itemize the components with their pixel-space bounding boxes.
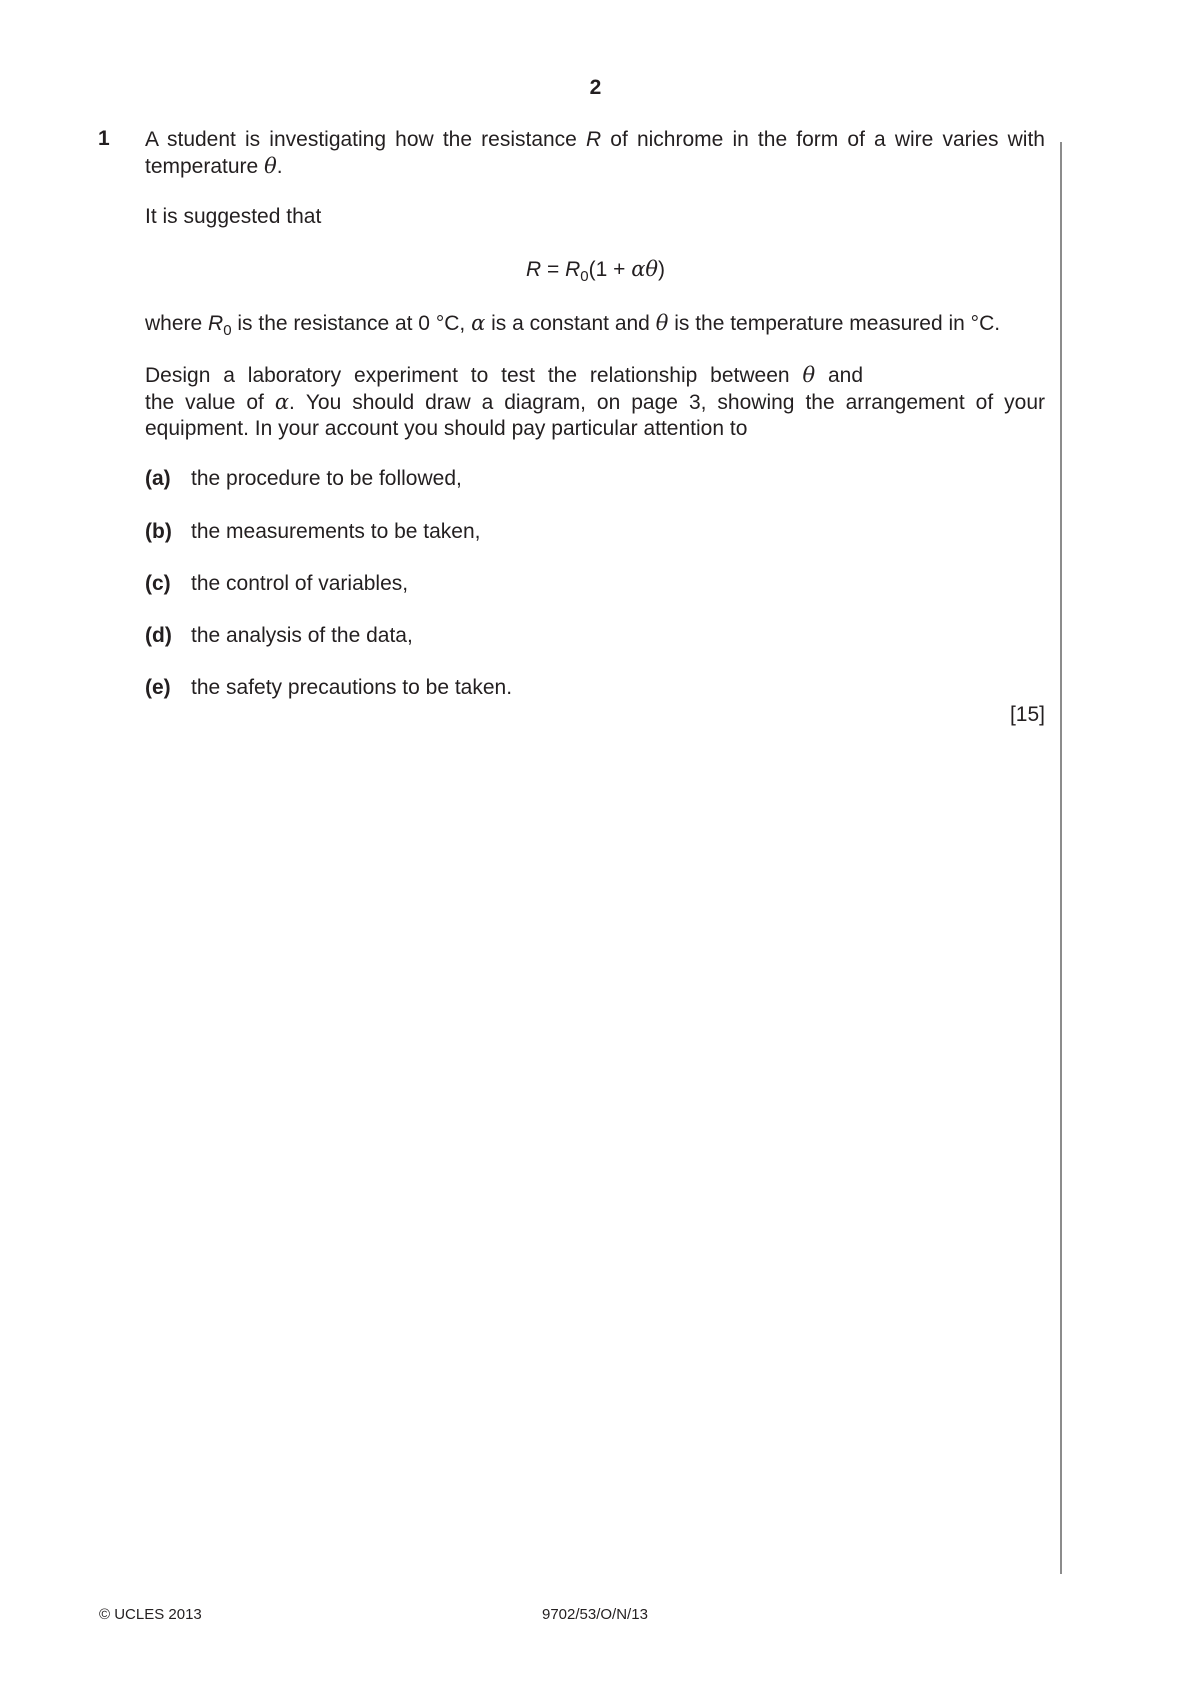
where-text	[145, 310, 1045, 337]
design-l1a: Design a laboratory experiment to test the relationship between	[145, 364, 803, 387]
where-R0: R	[208, 312, 224, 335]
design-theta: θ	[802, 363, 816, 387]
part-text: the measurements to be taken,	[191, 520, 481, 543]
marks-total: [15]	[1009, 703, 1045, 726]
where-subscript: 0	[223, 322, 232, 339]
design-l2b: . You should draw a diagram, on page 3, showing the arrangement of your	[289, 391, 1045, 414]
resistance-symbol: R	[586, 128, 602, 151]
eq-equals: =	[541, 258, 566, 281]
footer-copyright: © UCLES 2013	[99, 1606, 202, 1623]
intro-text-d: .	[276, 155, 283, 178]
where-d: is the temperature measured in °C.	[668, 312, 1001, 335]
part-text: the analysis of the data,	[191, 624, 413, 647]
part-text: the procedure to be followed,	[191, 467, 462, 490]
design-l3: equipment. In your account you should pay particular attention to	[145, 417, 748, 440]
part-d	[145, 624, 413, 648]
design-alpha: α	[274, 390, 290, 414]
page-number: 2	[589, 76, 602, 99]
part-text: the safety precautions to be taken.	[191, 676, 513, 699]
where-alpha: α	[471, 311, 486, 335]
eq-close: )	[658, 258, 666, 281]
design-l2a: the value of	[145, 391, 275, 414]
design-text	[145, 362, 1045, 442]
where-a: where	[145, 312, 209, 335]
where-b: is the resistance at 0 °C,	[231, 312, 472, 335]
part-text: the control of variables,	[191, 572, 409, 595]
eq-subscript: 0	[580, 268, 589, 285]
part-e	[145, 676, 512, 700]
part-label: (b)	[145, 520, 172, 543]
intro-text-b: of nichrome in the form of a wire varies with	[601, 128, 1045, 151]
intro-text-c: temperature	[145, 155, 265, 178]
part-c	[145, 572, 408, 596]
where-theta: θ	[655, 311, 669, 335]
question-number: 1	[98, 127, 110, 150]
part-a	[145, 467, 462, 491]
intro-text-a: A student is investigating how the resistance	[145, 128, 586, 151]
eq-theta: θ	[645, 257, 659, 281]
eq-alpha: α	[631, 257, 646, 281]
eq-R: R	[525, 258, 542, 281]
design-l1b: and	[815, 364, 863, 387]
question-intro	[145, 127, 1045, 180]
part-label: (c)	[145, 572, 171, 595]
suggested-text: It is suggested that	[145, 205, 322, 228]
equation	[0, 257, 1191, 285]
footer-paper-code: 9702/53/O/N/13	[542, 1606, 648, 1623]
part-b	[145, 520, 481, 544]
part-label: (e)	[145, 676, 171, 699]
theta-symbol: θ	[264, 154, 277, 178]
part-label: (d)	[145, 624, 172, 647]
margin-rule	[1060, 142, 1062, 1574]
eq-R0: R	[565, 258, 581, 281]
where-c: is a constant and	[485, 312, 656, 335]
part-label: (a)	[145, 467, 171, 490]
eq-open: (1 +	[588, 258, 632, 281]
